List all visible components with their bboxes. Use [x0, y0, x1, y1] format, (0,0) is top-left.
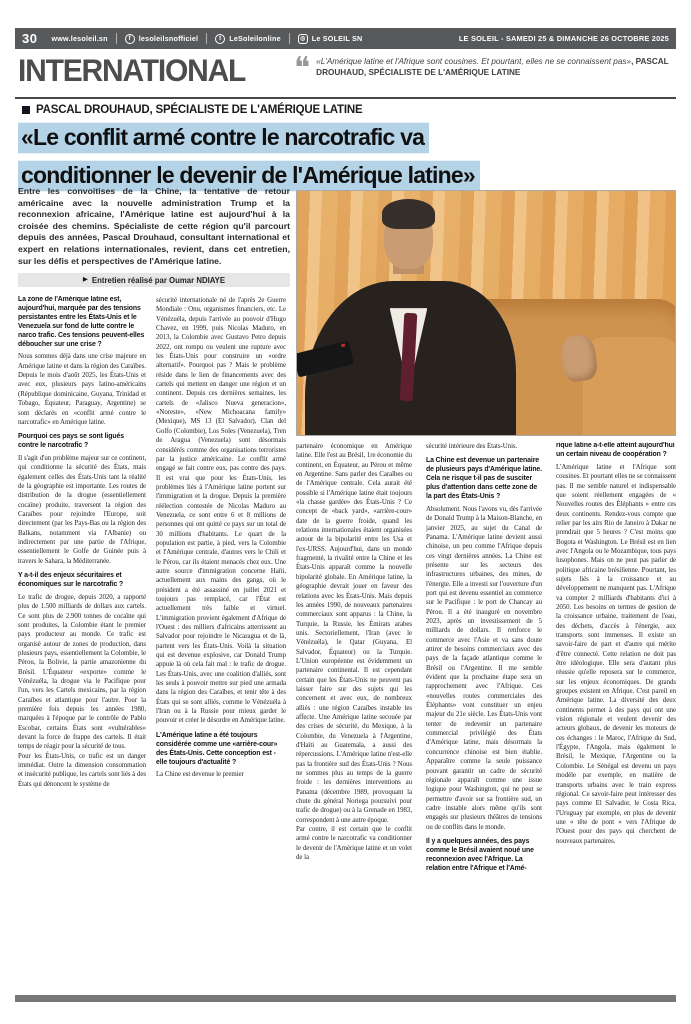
interview-paragraph: Par contre, il est certain que le conflit armé contre le narcotrafic va conditionner le devenir de l'Amérique latine et un volet de la	[296, 826, 412, 862]
facebook-icon: f	[125, 34, 135, 44]
twitter-link[interactable]	[215, 34, 281, 44]
instagram-link[interactable]	[298, 34, 363, 44]
interview-question: La Chine est devenue un partenaire de plusieurs pays d'Amérique latine. Cela ne risque t-il pas de susciter plus d'attention dans cette zone de la part des États-Unis ?	[426, 457, 542, 500]
edition-date: LE SOLEIL - SAMEDI 25 & DIMANCHE 26 OCTOBRE 2025	[458, 34, 669, 43]
headline-line-1: «Le conflit armé contre le narcotrafic va	[18, 123, 429, 154]
byline-text: Entretien réalisé par Oumar NDIAYE	[91, 275, 226, 285]
quote-body: «L'Amérique latine et l'Afrique sont cousines. Et pourtant, elles ne se connaissent pas»	[316, 57, 632, 66]
interviewee-hair	[382, 199, 436, 228]
website-link[interactable]	[51, 34, 107, 43]
interview-question: Pourquoi ces pays se sont ligués contre le narcotrafic ?	[18, 433, 124, 450]
facebook-link[interactable]	[125, 34, 199, 44]
kicker-square-icon	[22, 106, 30, 114]
interview-question: L'Amérique latine a été toujours considérée comme une «arrière-cour» des États-Unis. Cette conception est -elle toujours d'actualité ?	[156, 731, 278, 766]
couch-armrest	[583, 337, 676, 436]
interview-paragraph: L'Amérique latine et l'Afrique sont cousines. Et pourtant elles ne se connaissent pas. Il me semble naturel et indispensable que soient réellement engagées de « Nouvelles routes des Éléphants » entre ces deux continents. Rendez-vous compte que relier par les airs Rio de Janeiro à Dakar ne prendrait que 5 heures ? C'est moins que Bogota et Washington. Le Brésil est en lien avec l'Angola ou le Mozambique, tous pays lusophones. Mais on ne peut pas parler de politique africaine brésilienne. Pourtant, les sujets liés à la croissance et au développement ne manquent pas. L'Afrique va compter 2 milliards d'habitants d'ici à 2050. Les besoins en termes de gestion de la croissance urbaine, traitement de l'eau, des déchets, d'accès à l'énergie, aux transports sont immenses. Il existe un savoir-faire de part et d'autre qui mérite d'être connecté. Cette relation ne doit pas être idéologique. Elle sera d'autant plus réussie qu'elle reposera sur le commerce, sur les enjeux économiques. De grands groupes existent en Afrique. C'est pareil en Amérique latine. La diversité des deux continents permet à des pays qui ont une vision régionale et veulent devenir des acteurs globaux, de devenir les moteurs de ces échanges : le Maroc, l'Afrique du Sud, l'Égypte, l'Angola, mais également le Brésil, le Mexique, l'Argentine ou la Colombie. Le Sénégal est devenu un pays modèle par exemple, en matière de transports urbains avec le train express régional. Ce savoir-faire peut intéresser des pays comme El Salvador, le Costa Rica, l'Uruguay par exemple, en plus de devenir une « tête de pont » vers l'Afrique de l'Ouest pour des pays qui cherchent de nouveaux partenaires.	[556, 463, 676, 845]
interview-question: La zone de l'Amérique latine est, aujourd'hui, marquée par des tensions persistantes entre les États-Unis et le Venezuela sur fond de lutte contre le narco trafic. Ces tensions peuvent-elles déboucher sur une crise ?	[18, 296, 145, 348]
facebook-label: lesoleilsnofficiel	[138, 34, 199, 43]
website-label: www.lesoleil.sn	[51, 34, 108, 43]
interview-paragraph: La Chine est devenue le premier	[156, 771, 244, 779]
interview-paragraph: Absolument. Nous l'avons vu, dès l'arrivée de Donald Trump à la Maison-Blanche, en janvier 2025, au sujet du Canal de Panama. L'Amérique latine devient aussi chinoise, un peu comme l'Afrique depuis ces vingt dernières années. La Chine est présente sur les secteurs des infrastructures urbaines, des mines, de l'énergie. Elle a investi sur l'ouverture d'un port qui est devenu essentiel au commerce sur le Pacifique : le port de Chancay au Pérou. Il a été inauguré en novembre 2023, après un investissement de 5 milliards de dollars. Il renforce le commerce avec l'Asie et va sans doute attirer de besoins commerciaux avec des pays de la façade atlantique comme le Brésil ou l'Argentine. Il me semble évident que la prochaine étape sera un rapprochement avec l'Afrique. Ces «nouvelles routes commerciales des Éléphants» vont constituer un enjeu majeur du 21e siècle. Les États-Unis vont tenter de redevenir un partenaire commercial privilégié des États d'Amérique latine, mais désormais la concurrence chinoise est bien établie. Apparaître comme la seule puissance pouvant garantir un cadre de sécurité régionale apparaît comme une issue logique pour Washington, qui ne peut se permettre d'avoir sur sa frontière sud, un cadre instable alors même qu'ils sont engagés sur plusieurs théâtres de tensions ou de conflits dans le monde.	[426, 505, 542, 831]
body-column-3	[296, 442, 412, 990]
headline-line-2: conditionner le devenir de l'Amérique latine»	[18, 161, 480, 192]
masthead-bar	[15, 28, 676, 49]
section-quote	[294, 51, 678, 86]
interview-photo	[296, 190, 676, 436]
divider	[289, 33, 290, 44]
interview-paragraph: Nous sommes déjà dans une crise majeure en Amérique latine et dans la région des Caraïbes. Depuis le mois d'août 2025, les États-Unis et avec eux, plusieurs pays latino-américains (République dominicaine, Guyana, Trinidad et Tobago, Équateur, Paraguay, Argentine) se sont déclarés en «conflit armé contre le narcotrafic» en Amérique latine.	[18, 353, 146, 426]
body-column-4	[426, 442, 542, 990]
article-kicker	[22, 104, 362, 116]
body-column-5	[556, 442, 676, 990]
twitter-label: LeSoleilonline	[229, 34, 281, 43]
body-column-2	[156, 296, 286, 990]
divider	[206, 33, 207, 44]
quote-attribution: , PASCAL DROUHAUD, SPÉCIALISTE DE L'AMÉRIQUE LATINE	[316, 57, 669, 77]
instagram-label: Le SOLEIL SN	[311, 34, 363, 43]
kicker-text: PASCAL DROUHAUD, SPÉCIALISTE DE L'AMÉRIQUE LATINE	[36, 104, 363, 116]
quote-icon: ❝	[294, 51, 311, 86]
interview-paragraph: sécurité internationale né de l'après 2e Guerre Mondiale : Onu, organismes financiers, etc. Le Vénézuéla, depuis l'arrivée au pouvoir d'Hugo Chavez, en 1999, puis Nicolas Maduro, en 2013, la Colombie avec Gustavo Petro depuis 2022, ont rompu ou veulent une rupture avec les États-Unis pour construire un «ordre alternatif». Pourquoi pas ? Mais le problème réside dans le lien de financements avec des cartels qui mettent en danger une région et un continent. Depuis ces dernières semaines, les cartels de «Jalisco Nueva generacion», «Noreste», «New Michoacana family» (Mexique), MS 13 (El Salvador), Clan del Golfo (Colombie), Los Soles (Venezuela), Tren de Aragua (Venezuela) sont désormais considérés comme des organisations terroristes par la justice américaine. Le conflit armé engagé se fait contre eux, pas contre des pays. Il est vrai que pour les États-Unis, les problèmes liés à l'Amérique latine portent sur l'immigration et la drogue. Depuis la première réélection contestée de Nicolas Maduro au Venezuela, ce sont entre 6 et 8 millions de personnes qui ont quitté ce pays sur un total de 30 millions d'habitants. Le quart de la population est partie, à pied, vers la Colombie et l'Amérique centrale, d'autres vers le Chili et le Pérou, car ils étaient menacés chez eux. Une autre source d'immigration concerne Haïti, actuellement aux mains des gangs, où le président a été assassiné en juillet 2021 et toujours pas remplacé, car l'État est actuellement très faible et virtuel. L'immigration provient également d'Afrique de l'Ouest : des milliers d'africains atterrissent au Salvador pour rejoindre le Nicaragua et de là, partent vers les États-Unis. Voilà la situation qui est devenue explosive, car Donald Trump appuie là où cela fait mal : le trafic de drogue. Les États-Unis, avec une coalition d'alliés, sont les seuls à pouvoir mettre sur pied une armada dans la région des Caraïbes, et tenir tête à des États qui se sont alliés, comme le Vénézuéla à l'Iran ou à la Russie pour mieux garder le pouvoir et créer le désordre en Amérique latine.	[156, 297, 286, 725]
interview-paragraph: Le trafic de drogue, depuis 2020, a rapporté plus de 1.500 milliards de dollars aux cartels. Ce sont plus de 2.900 tonnes de cocaïne qui sont produites, la Colombie étant le premier pays producteur au monde. Ce trafic est organisé autour de zones de production, dans plusieurs pays, essentiellement la Colombie, le Pérou, la Bolivie, la partie amazonienne du Brésil. L'Équateur «exporte» comme le Vénézuéla, la drogue via le Pacifique pour l'un, vers les Cartels mexicains, par la région Caraïbes et atlantique pour l'autre. Pour la première fois depuis les années 1980, marquées à l'époque par le contrôle de Pablo Escobar, certains États sont «vulnérables» devant la force de frappe des cartels. Il était temps de réagir pour la sécurité de tous.	[18, 593, 146, 751]
interview-paragraph: Pour les États-Unis, ce trafic est un danger immédiat. Outre la dimension consommation et insécurité publique, les cartels sont liés à des États qui dénoncent le système de	[18, 752, 146, 788]
page-bottom-rule	[15, 995, 676, 1002]
twitter-icon: t	[215, 34, 225, 44]
article-headline	[18, 116, 480, 192]
interview-question: Y a-t-il des enjeux sécuritaires et économiques sur le narcotrafic ?	[18, 572, 124, 589]
page-number: 30	[22, 31, 38, 46]
article-lede: Entre les convoitises de la Chine, la tentative de retour américaine avec la nouvelle administration Trump et la reconnexion africaine, l'Amérique latine est aujourd'hui à la croisée des chemins. Spécialiste de cette région qu'il parcourt depuis des années, Pascal Drouhaud, consultant international et expert en relations internationales, revient, dans cet entretien, sur les défis et perspectives de l'Amérique latine.	[18, 186, 290, 266]
section-title: INTERNATIONAL	[18, 54, 246, 89]
byline-arrow-icon: ▶	[82, 275, 88, 283]
divider	[116, 33, 117, 44]
byline-bar	[18, 273, 290, 287]
interview-question: rique latine a-t-elle atteint aujourd'hui un certain niveau de coopération ?	[556, 442, 675, 458]
instagram-icon: ◎	[298, 34, 308, 44]
section-rule	[15, 97, 676, 99]
interview-paragraph: Il s'agit d'un problème majeur sur ce continent, qui conditionne la sécurité des États, mais également celles des États-Unis tant la réalité de la géographie est importante. Les routes de distribution de la drogue (essentiellement cocaïne) produite, traversent la région des Caraïbes pour rejoindre l'Europe, soit directement (par les Pays-Bas ou la région des Balkans, notamment via l'Albanie) ou indirectement par une partie de l'Afrique, essentiellement le Golfe de Guinée puis à travers le Sahara, la Méditerranée.	[18, 455, 146, 565]
body-column-1	[18, 296, 146, 990]
interview-question: Il y a quelques années, des pays comme le Brésil avaient noué une reconnexion avec l'Afrique. La relation entre l'Afrique et l'Amé-	[426, 837, 534, 872]
interview-paragraph: partenaire économique en Amérique latine. Elle l'est au Brésil, 1re économie du continent, en Équateur, au Pérou et même en Argentine. Sans parler des Caraïbes ou de l'Amérique centrale. Cela aurait été possible si l'Amérique latine était toujours «la chasse gardée» des États-Unis ? Ce concept de «back yard», «arrière-cour» date de la guerre froide, quand les relations internationales étaient organisées autour de la bipolarité entre les Usa et l'ex-URSS. Aujourd'hui, dans un monde fragmenté, la rivalité entre la Chine et les États-Unis apparaît comme la nouvelle bipolarité globale. En Amérique latine, la géographie devrait jouer en faveur des relations avec les États-Unis. Mais depuis les années 1990, de nouveaux partenaires commerciaux sont apparus : la Chine, la Turquie, la Russie, les Émirats arabes unis. Sectoriellement, l'Iran (avec le Vénézuéla), le Qatar (Guyana, El Salvador, Équateur) ou la Turquie. L'Union européenne est évidemment un partenaire continental. Il est cependant certain que les États-Unis ne peuvent pas laisser faire sur des sujets qui les concernent et avec eux, de nombreux alliés : une région Caraïbes instable les affecte. Une Amérique latine secouée par des crises de sécurité, du Mexique, à la Colombie, du Venezuela à l'Argentine, d'Haïti au Guatemala, a aussi des répercussions. L'Amérique latine n'est-elle pas la frontière sud des États-Unis ? Nous ne sommes plus au temps de la guerre froide : les dernières interventions au Panama (décembre 1989, provoquant la chute du général Noriega poursuivi pour trafic de drogue) ou à la Grenade en 1983, correspondent à une autre époque.	[296, 443, 412, 824]
interview-paragraph: sécurité intérieure des États-Unis.	[426, 443, 518, 450]
section-quote-text	[316, 56, 678, 82]
